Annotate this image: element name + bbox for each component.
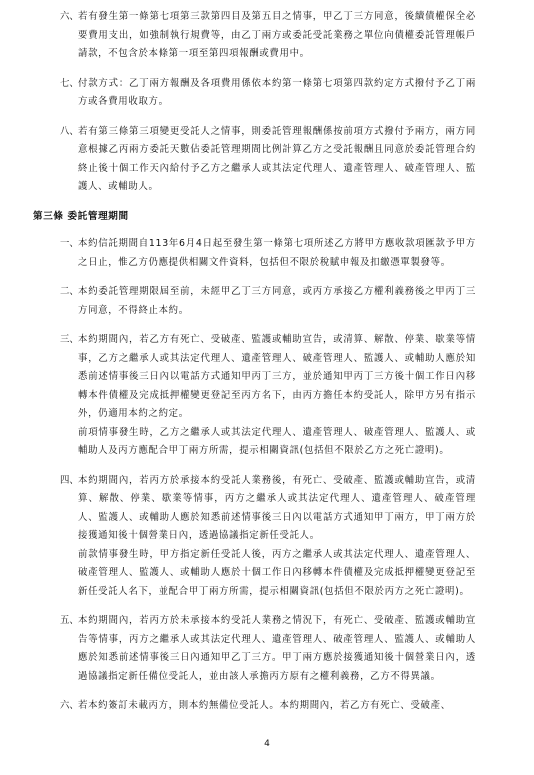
clause-body — [78, 331, 476, 461]
clause-number: 三、 — [60, 334, 79, 345]
clause-item — [60, 235, 476, 272]
clause-number: 二、 — [60, 286, 79, 297]
clause-number: 七、 — [60, 77, 79, 89]
clause-text: 若有發生第一條第七項第三款第四目及第五目之情事，甲乙丁三方同意，後續債權保全必要費用支出，如強制執行規費等，由乙丁兩方或委託受託業務之單位向債權委託管理帳戶請款，不包含於本條第一項至第四項報酬或費用中。 — [78, 11, 476, 59]
clause-item — [60, 8, 476, 64]
clause-number: 六、 — [60, 11, 79, 22]
section-heading: 第三條 委託管理期間 — [33, 210, 129, 222]
clause-number: 一、 — [60, 238, 79, 249]
clause-number: 四、 — [60, 474, 79, 486]
clause-item — [60, 697, 476, 716]
clause-item — [60, 123, 476, 197]
clause-text: 本約委託管理期限屆至前，未經甲乙丁三方同意，或丙方承接乙方權利義務後之甲丙丁三方同意，不得終止本約。 — [78, 286, 476, 316]
clause-text: 若本約簽訂未載丙方，則本約無備位受託人。本約期間內，若乙方有死亡、受破產、 — [78, 700, 451, 711]
clause-text: 本約期間內，若丙方於承接本約受託人業務後，有死亡、受破產、監護或輔助宣告，或清算、解散、停業、歇業等情事，丙方之繼承人或其法定代理人、遺產管理人、破產管理人、監護人、或輔助人應於知悉前述情事後三日內以電話方式通知甲丁兩方，甲丁兩方於接獲通知後十個營業日內，透過協議指定新任受託人。 — [78, 474, 476, 541]
clause-number: 五、 — [60, 615, 79, 626]
clause-text: 本約信託期間自113年6月4日起至發生第一條第七項所述乙方將甲方應收款項匯款予甲方之日止，惟乙方仍應提供相關文件資料，包括但不限於稅賦申報及扣繳憑單製發等。 — [78, 238, 476, 268]
page-number: 4 — [264, 739, 270, 749]
clause-text: 本約期間內，若丙方於未承接本約受託人業務之情況下，有死亡、受破產、監護或輔助宣告等情事，丙方之繼承人或其法定代理人、遺產管理人、破產管理人、監護人、或輔助人應於知悉前述情事後三日內通知甲乙丁三方。甲丁兩方應於接獲通知後十個營業日內，透過協議指定新任備位受託人，並由該人承擔丙方原有之權利義務，乙方不得異議。 — [78, 615, 476, 682]
clause-item — [60, 472, 476, 602]
clause-text: 付款方式：乙丁兩方報酬及各項費用係依本約第一條第七項第四款約定方式撥付予乙丁兩方或各費用收取方。 — [78, 77, 476, 107]
clause-item — [60, 283, 476, 320]
clause-body — [78, 472, 476, 602]
clause-item — [60, 75, 476, 112]
clause-paragraph: 前款情事發生時，甲方指定新任受託人後，丙方之繼承人或其法定代理人、遺產管理人、破產管理人、監護人、或輔助人應於十個工作日內移轉本件債權及完成抵押權變更登記至新任受託人名下，並配合甲丁兩方所需，提示相關資訊(包括但不限於丙方之死亡證明)。 — [78, 548, 476, 597]
clause-item — [60, 612, 476, 686]
clause-number: 八、 — [60, 125, 79, 137]
clause-text: 本約期間內，若乙方有死亡、受破產、監護或輔助宣告，或清算、解散、停業、歇業等情事，乙方之繼承人或其法定代理人、遺產管理人、破產管理人、監護人、或輔助人應於知悉前述情事後三日內以電話方式通知甲丙丁三方，並於通知甲丙丁三方後十個工作日內移轉本件債權及完成抵押權變更登記至丙方名下，由丙方擔任本約受託人，除甲方另有指示外，仍適用本約之約定。 — [78, 334, 476, 419]
clause-number: 六、 — [60, 700, 79, 711]
clause-item — [60, 331, 476, 461]
clause-text: 若有第三條第三項變更受託人之情事，則委託管理報酬係按前項方式撥付予兩方，兩方同意根據乙丙兩方委託天數佔委託管理期間比例計算乙方之受託報酬且同意於委託管理合約終止後十個工作天內給付予乙方之繼承人或其法定代理人、遺產管理人、破產管理人、監護人、或輔助人。 — [78, 125, 476, 192]
clause-paragraph: 前項情事發生時，乙方之繼承人或其法定代理人、遺產管理人、破產管理人、監護人、或輔助人及丙方應配合甲丁兩方所需，提示相關資訊(包括但不限於乙方之死亡證明)。 — [78, 426, 476, 456]
